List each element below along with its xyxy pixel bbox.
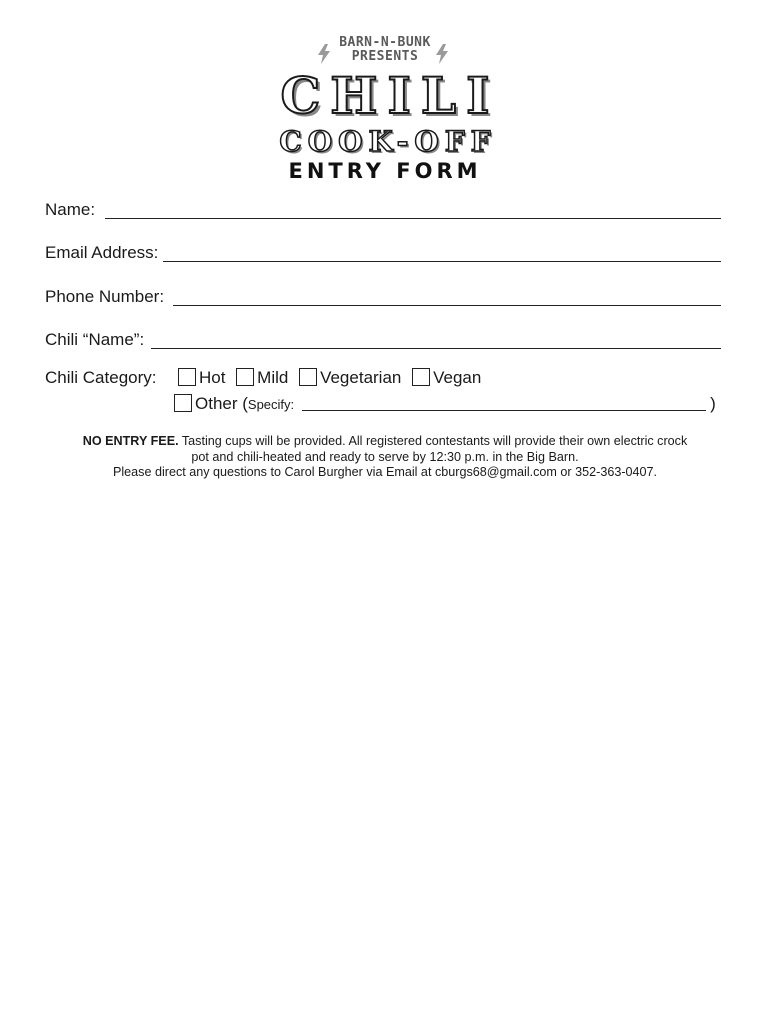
other-label: Other ( bbox=[195, 394, 248, 413]
category-option-vegetarian[interactable]: Vegetarian bbox=[299, 368, 401, 388]
checkbox-mild[interactable] bbox=[236, 368, 254, 386]
event-subtitle: COOK-OFF bbox=[279, 125, 497, 158]
name-input-line[interactable] bbox=[105, 218, 721, 219]
entry-notes bbox=[45, 434, 725, 481]
no-entry-fee: NO ENTRY FEE. bbox=[82, 434, 179, 448]
checkbox-vegan[interactable] bbox=[412, 368, 430, 386]
presents-word: PRESENTS bbox=[351, 49, 419, 64]
presents-row bbox=[0, 30, 770, 66]
event-title: CHILI bbox=[280, 66, 500, 125]
checkbox-other[interactable] bbox=[174, 394, 192, 412]
email-label: Email Address: bbox=[45, 243, 159, 262]
specify-input-line[interactable] bbox=[302, 396, 706, 411]
phone-label: Phone Number: bbox=[45, 287, 165, 306]
close-paren: ) bbox=[710, 394, 716, 413]
lightning-bolt-icon bbox=[316, 44, 332, 64]
category-option-hot[interactable]: Hot bbox=[178, 368, 225, 388]
form-header bbox=[0, 30, 770, 184]
category-other-row bbox=[174, 394, 716, 416]
notes-line-2: pot and chili-heated and ready to serve by 12:30 p.m. in the Big Barn. bbox=[191, 449, 579, 464]
chili-category-row bbox=[45, 368, 487, 390]
form-label: ENTRY FORM bbox=[288, 159, 482, 183]
phone-input-line[interactable] bbox=[173, 305, 721, 306]
presenter-name: BARN-N-BUNK bbox=[339, 35, 431, 50]
specify-label: Specify: bbox=[247, 397, 295, 412]
name-field[interactable] bbox=[45, 198, 721, 222]
chili-name-field[interactable] bbox=[45, 328, 721, 352]
category-option-mild[interactable]: Mild bbox=[236, 368, 288, 388]
checkbox-hot[interactable] bbox=[178, 368, 196, 386]
notes-line-1: NO ENTRY FEE. Tasting cups will be provided. All registered contestants will provide their own electric crock bbox=[82, 434, 688, 448]
checkbox-vegetarian[interactable] bbox=[299, 368, 317, 386]
category-label: Chili Category: bbox=[45, 368, 157, 387]
chili-name-input-line[interactable] bbox=[151, 348, 721, 349]
phone-field[interactable] bbox=[45, 285, 721, 309]
lightning-bolt-icon bbox=[434, 44, 450, 64]
name-label: Name: bbox=[45, 200, 96, 219]
presents-text bbox=[0, 30, 770, 64]
chili-name-label: Chili “Name”: bbox=[45, 330, 145, 349]
email-field[interactable] bbox=[45, 241, 721, 265]
category-option-vegan[interactable]: Vegan bbox=[412, 368, 481, 388]
notes-line-3: Please direct any questions to Carol Burgher via Email at cburgs68@gmail.com or 352-363-0407. bbox=[112, 465, 658, 479]
email-input-line[interactable] bbox=[163, 261, 721, 262]
